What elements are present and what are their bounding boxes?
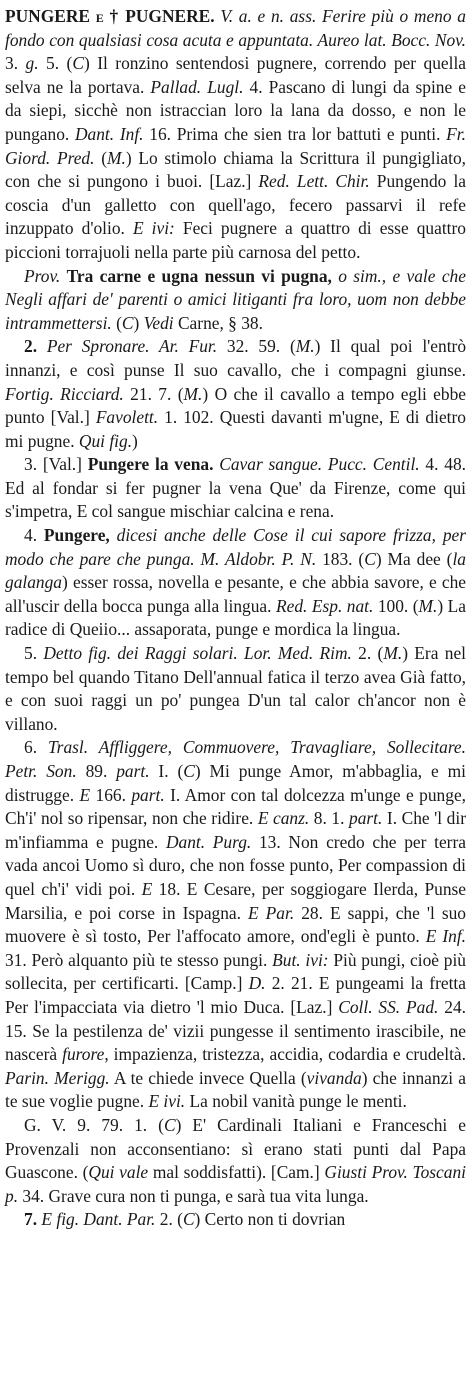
italic-run: E Par.	[248, 902, 295, 923]
italic-run: g.	[25, 53, 39, 74]
paragraph-body: 2. Per Spronare. Ar. Fur. 32. 59. (M.) Il qual poi l'entrò innanzi, e così punse Il suo cavallo, che i compagni giunse. Fortig. Ricciard. 21. 7. (M.) O che il cavallo a tempo egli ebbe punto [Val.] Favolett. 1. 102. Questi davanti m'ugne, E di dietro mi pugne. Qui fig.)	[5, 336, 467, 451]
sense-6	[5, 736, 466, 1114]
italic-run: Trasl. Affliggere, Commuovere, Travagliare, Sollecitare. Petr. Son.	[5, 737, 467, 781]
italic-run: M.	[183, 383, 203, 404]
italic-run: E ivi.	[148, 1091, 186, 1112]
italic-run: M.	[418, 595, 438, 616]
italic-run: But. ivi:	[272, 949, 329, 970]
italic-run: Red. Esp. nat.	[275, 595, 374, 616]
italic-run: E canz.	[257, 808, 310, 829]
paragraph-body: 4. Pungere, dicesi anche delle Cose il cui sapore frizza, per modo che pare che punga. M. Aldobr. P. N. 183. (C) Ma dee (la galanga) esser rossa, novella e pesante, e che abbia savore, e che all'uscir della bocca punga alla lingua. Red. Esp. nat. 100. (M.) La radice di Queiio... assaporata, punge e mordica la lingua.	[5, 525, 467, 640]
italic-run: part.	[131, 784, 165, 805]
italic-run: C	[121, 312, 134, 333]
italic-run: part.	[116, 761, 150, 781]
italic-run: Favolett.	[95, 407, 159, 428]
bold-run: Tra carne e ugna nessun vi pugna,	[66, 265, 332, 286]
italic-run: Red. Lett. Chir.	[258, 171, 370, 192]
entry-intro	[5, 5, 466, 265]
paragraph-body: 7. E fig. Dant. Par. 2. (C) Certo non ti dovrian	[24, 1209, 346, 1230]
italic-run: Giusti Prov. Toscani p.	[5, 1162, 466, 1206]
italic-run: E ivi:	[132, 218, 175, 239]
italic-run: Dant. Purg.	[165, 831, 252, 852]
italic-run: Detto fig. dei Raggi solari. Lor. Med. Rim.	[43, 643, 352, 664]
italic-run: Cavar sangue. Pucc. Centil.	[219, 454, 420, 475]
italic-run: la galanga	[5, 548, 466, 593]
italic-run: E fig. Dant. Par.	[41, 1209, 156, 1230]
italic-run: C	[183, 761, 195, 781]
sense-7	[5, 1208, 466, 1232]
italic-run: Qui fig.	[78, 430, 133, 451]
italic-run: Pallad. Lugl.	[150, 76, 244, 97]
italic-run: o sim., e vale che Negli affari de' parenti o amici litiganti fra loro, uom non debbe intrammettersi.	[5, 265, 466, 333]
italic-run: Coll. SS. Pad.	[338, 996, 439, 1017]
paragraph-body: 5. Detto fig. dei Raggi solari. Lor. Med. Rim. 2. (M.) Era nel tempo bel quando Titano Dell'annual fatica il terzo avea Già fatto, e con suoi raggi un po' pungea D'un tal calor ch'ancor non è villano.	[5, 643, 467, 734]
paragraph-body: G. V. 9. 79. 1. (C) E' Cardinali Italiani e Franceschi e Provenzali non acconsentiano: sì erano stati punti dal Papa Guascone. (Qui vale mal soddisfatti). [Cam.] Giusti Prov. Toscani p. 34. Grave cura non ti punga, e sarà tua vita lunga.	[5, 1114, 466, 1206]
italic-run: Dant. Inf.	[74, 123, 144, 144]
paragraph-body: 6. Trasl. Affliggere, Commuovere, Travagliare, Sollecitare. Petr. Son. 89. part. I. (C) Mi punge Amor, m'abbaglia, e mi distrugge. E 166. part. I. Amor con tal dolcezza m'unge e punge, Ch'i' nol so ripensar, non che ridire. E canz. 8. 1. part. I. Che 'l dir m'infiamma e pugne. Dant. Purg. 13. Non credo che per terra vada ancoi Uomo sì duro, che non fosse punto, Per compassion di quel ch'i' vidi poi. E 18. E Cesare, per soggiogare Ilerda, Punse Marsilia, e poi corse in Ispagna. E Par. 28. E sappi, che 'l suo muovere è sì tosto, Per l'affocato amore, ond'egli è punto. E Inf. 31. Però alquanto più te stesso pungi. But. ivi: Più pungi, cioè più sollecita, per certificarti. [Camp.] D. 2. 21. E pungeami la fretta Per l'impacciata via dietro 'l mio Duca. [Laz.] Coll. SS. Pad. 24. 15. Se la pestilenza de' vizii pungesse il sentimento irascibile, ne nascerà furore, impazienza, tristezza, accidia, codardia e crudeltà. Parin. Merigg. A te chiede invece Quella (vivanda) che innanzi a te sue voglie pugne. E ivi. La nobil vanità punge le menti.	[5, 737, 467, 1112]
italic-run: M.	[107, 147, 126, 168]
italic-run: E	[79, 784, 91, 805]
bold-run: Pungere la vena.	[87, 454, 214, 475]
italic-run: C	[163, 1114, 176, 1135]
italic-run: C	[182, 1209, 195, 1230]
sense-2	[5, 335, 466, 453]
italic-run: M.	[295, 336, 315, 357]
italic-run: furore	[62, 1044, 105, 1065]
sense-5	[5, 642, 466, 736]
sense-6-continued	[5, 1114, 466, 1208]
italic-run: Qui vale	[88, 1162, 149, 1183]
italic-run: M.	[383, 643, 403, 664]
italic-run: Fr. Giord. Pred.	[5, 123, 466, 168]
dictionary-entry	[5, 5, 466, 1232]
italic-run: Per Spronare. Ar. Fur.	[46, 336, 218, 357]
bold-run: Pungere,	[43, 525, 110, 546]
italic-run: C	[72, 53, 84, 74]
headword: PUNGERE e † PUGNERE.	[5, 6, 215, 26]
italic-run: D.	[248, 973, 266, 994]
italic-run: Fortig. Ricciard.	[5, 383, 124, 404]
italic-run: C	[364, 548, 376, 569]
italic-run: E Inf.	[425, 926, 467, 947]
bold-run: 2.	[24, 336, 47, 357]
paragraph-body: V. a. e n. ass. Ferire più o meno a fondo con qualsiasi cosa acuta e appuntata. Aureo lat. Bocc. Nov. 3. g. 5. (C) Il ronzino sentendosi pugnere, correndo per quella selva ne la portava. Pallad. Lugl. 4. Pascano di lungi da spine e da siepi, sicchè non istraccian loro la lana da dosso, e non le pungano. Dant. Inf. 16. Prima che sien tra lor battuti e punti. Fr. Giord. Pred. (M.) Lo stimolo chiama la Scrittura il pungigliato, con che si pungono i buoi. [Laz.] Red. Lett. Chir. Pungendo la coscia d'un galletto con quell'ago, fecero passarvi il refe inzuppato d'olio. E ivi: Feci pugnere a quattro di esse quattro piccioni torrajuoli nella parte più carnosa del petto.	[5, 6, 467, 262]
italic-run: Ferire più o meno a fondo con qualsiasi cosa acuta e appuntata. Aureo lat. Bocc. Nov.	[5, 6, 466, 50]
italic-run: Parin. Merigg.	[5, 1067, 110, 1088]
italic-run: vivanda	[306, 1067, 362, 1088]
italic-run: E	[141, 878, 153, 899]
entry-proverb	[5, 265, 466, 336]
italic-run: part.	[349, 808, 383, 829]
italic-run: Prov.	[24, 265, 61, 286]
sense-3	[5, 453, 466, 524]
sense-4	[5, 524, 466, 642]
paragraph-body: Prov. Tra carne e ugna nessun vi pugna, o sim., e vale che Negli affari de' parenti o amici litiganti fra loro, uom non debbe intrammettersi. (C) Vedi Carne, § 38.	[5, 265, 466, 333]
paragraph-body: 3. [Val.] Pungere la vena. Cavar sangue. Pucc. Centil. 4. 48. Ed al fondar si fer pugner la vena Que' da Firenze, come qui s'impetra, E col sangue mischiar calcina e rena.	[5, 454, 466, 522]
italic-run: Vedi	[143, 312, 174, 333]
italic-run: V. a. e n. ass.	[220, 6, 317, 26]
bold-run: 7.	[24, 1209, 42, 1230]
italic-run: dicesi anche delle Cose il cui sapore frizza, per modo che pare che punga. M. Aldobr. P. N.	[5, 525, 466, 569]
